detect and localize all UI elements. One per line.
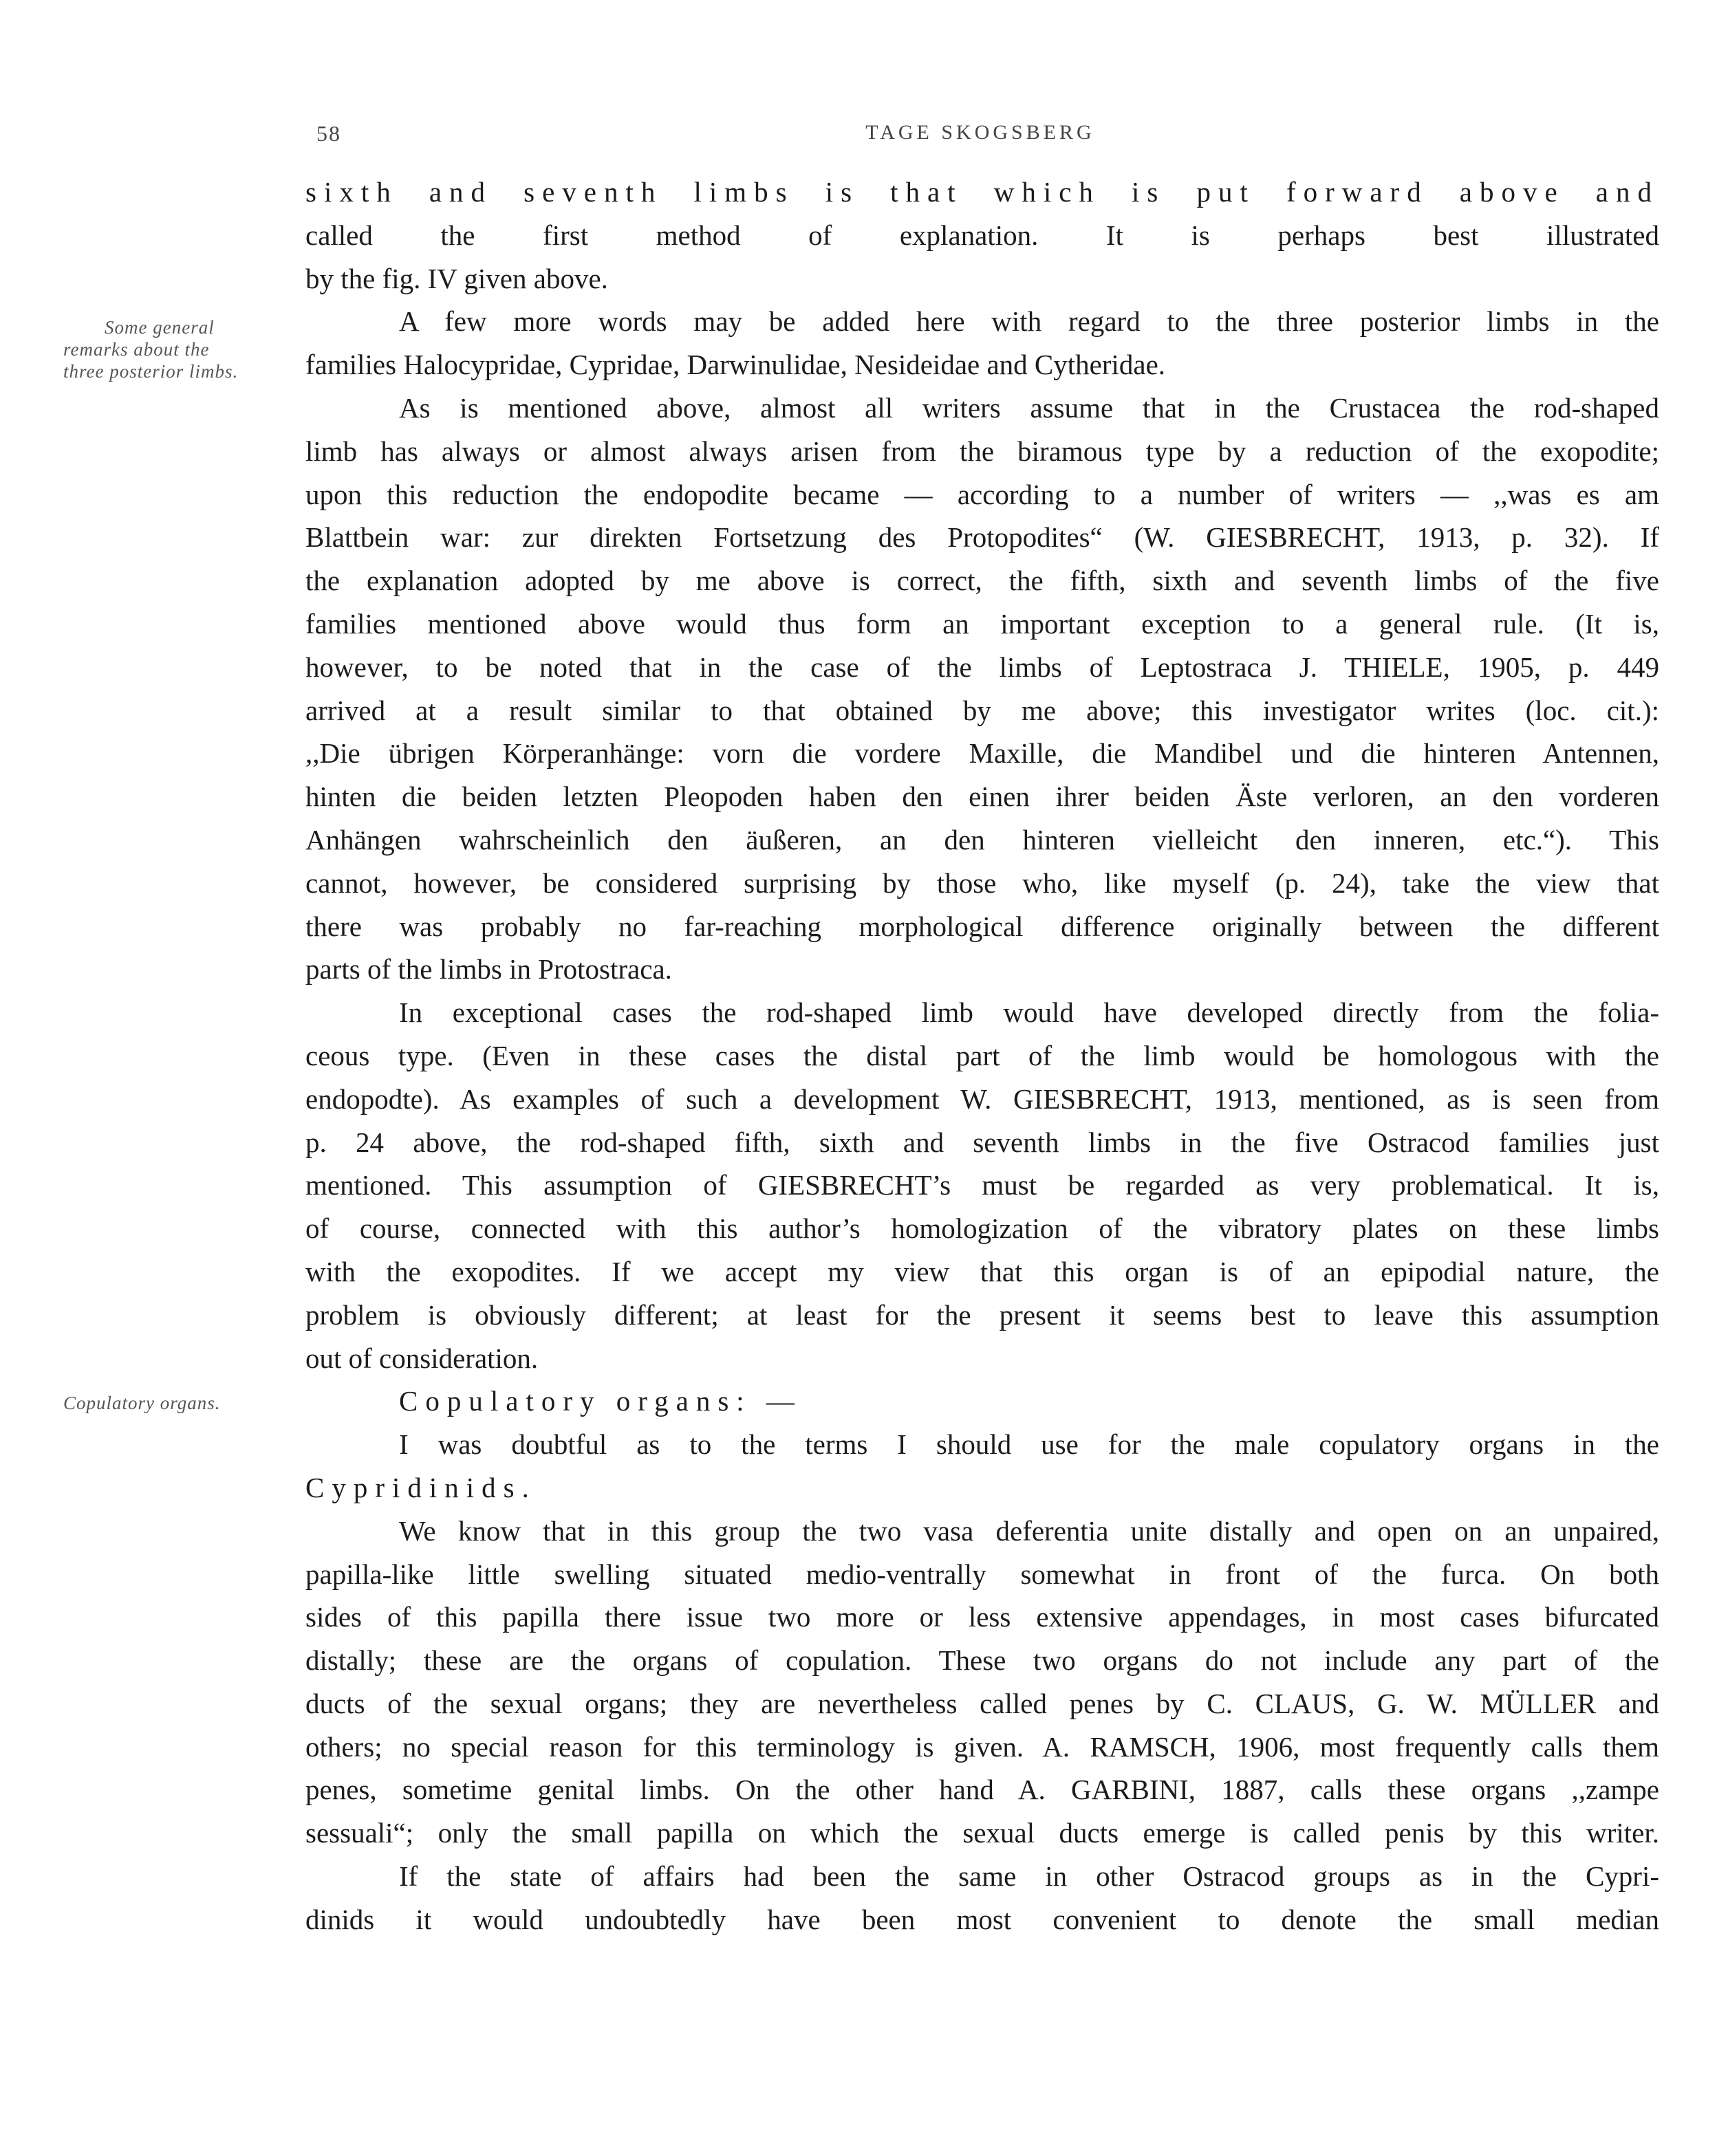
text-line: We know that in this group the two vasa deferentia unite distally and open on an unpaired, (399, 1514, 1659, 1547)
text-line: Anhängen wahrscheinlich den äußeren, an den hinteren vielleicht den inneren, etc.“). This (305, 823, 1659, 856)
text-line: dinids it would undoubtedly have been most convenient to denote the small median (305, 1903, 1659, 1935)
margin-note-line: Some general (105, 317, 215, 338)
text-line: there was probably no far-reaching morphological difference originally between the different (305, 910, 1659, 942)
text-line: sixth and seventh limbs is that which is put forward above and (305, 176, 1659, 208)
text-line: with the exopodites. If we accept my view that this organ is of an epipodial nature, the (305, 1255, 1659, 1287)
text-line: arrived at a result similar to that obtained by me above; this investigator writes (loc. cit.): (305, 694, 1659, 726)
text-line: papilla-like little swelling situated medio-ventrally somewhat in front of the furca. On both (305, 1558, 1659, 1590)
margin-note-line: remarks about the (63, 339, 210, 360)
text-line: sides of this papilla there issue two more or less extensive appendages, in most cases bifurcated (305, 1601, 1659, 1633)
margin-note-copulatory: Copulatory organs. (63, 1393, 221, 1413)
running-head: TAGE SKOGSBERG (865, 121, 1095, 144)
text-line: endopodte). As examples of such a development W. GIESBRECHT, 1913, mentioned, as is seen from (305, 1082, 1659, 1115)
text-line: If the state of affairs had been the same in other Ostracod groups as in the Cypri- (399, 1860, 1659, 1893)
text-line: limb has always or almost always arisen from the biramous type by a reduction of the exopodite; (305, 435, 1659, 467)
text-line: Cypridinids. (305, 1471, 537, 1503)
page-number: 58 (316, 121, 341, 146)
text-line: ducts of the sexual organs; they are nevertheless called penes by C. CLAUS, G. W. MÜLLER and (305, 1687, 1659, 1719)
text-line: out of consideration. (305, 1342, 539, 1374)
text-line: by the fig. IV given above. (305, 262, 608, 294)
text-line: distally; these are the organs of copulation. These two organs do not include any part of the (305, 1644, 1659, 1677)
text-line: A few more words may be added here with regard to the three posterior limbs in the (399, 305, 1659, 338)
text-line: families mentioned above would thus form an important exception to a general rule. (It is, (305, 607, 1659, 640)
margin-note-general-remarks (63, 316, 325, 382)
text-line: ,,Die übrigen Körperanhänge: vorn die vordere Maxille, die Mandibel und die hinteren Antennen, (305, 737, 1659, 770)
text-line: mentioned. This assumption of GIESBRECHT’s must be regarded as very problematical. It is, (305, 1169, 1659, 1201)
text-line: others; no special reason for this terminology is given. A. RAMSCH, 1906, most frequently calls them (305, 1730, 1659, 1763)
margin-note-line: three posterior limbs. (63, 361, 239, 382)
text-line: cannot, however, be considered surprising by those who, like myself (p. 24), take the view that (305, 867, 1659, 899)
text-line: called the first method of explanation. It is perhaps best illustrated (305, 219, 1659, 251)
text-line: problem is obviously different; at least for the present it seems best to leave this assumption (305, 1298, 1659, 1331)
body-text (305, 171, 1659, 1941)
text-line: upon this reduction the endopodite became — according to a number of writers — ,,was es am (305, 478, 1659, 510)
text-line: of course, connected with this author’s homologization of the vibratory plates on these limbs (305, 1212, 1659, 1245)
text-line: however, to be noted that in the case of the limbs of Leptostraca J. THIELE, 1905, p. 449 (305, 651, 1659, 683)
text-line: I was doubtful as to the terms I should use for the male copulatory organs in the (399, 1428, 1659, 1461)
text-line: ceous type. (Even in these cases the distal part of the limb would be homologous with the (305, 1039, 1659, 1071)
text-line: families Halocypridae, Cypridae, Darwinulidae, Nesideidae and Cytheridae. (305, 349, 1166, 381)
text-line: Blattbein war: zur direkten Fortsetzung des Protopodites“ (W. GIESBRECHT, 1913, p. 32). If (305, 521, 1659, 554)
page-header (303, 121, 1658, 151)
text-line: In exceptional cases the rod-shaped limb would have developed directly from the folia- (399, 997, 1659, 1029)
text-line: hinten die beiden letzten Pleopoden haben den einen ihrer beiden Äste verloren, an den vorderen (305, 781, 1659, 813)
text-line: penes, sometime genital limbs. On the other hand A. GARBINI, 1887, calls these organs ,,zampe (305, 1774, 1659, 1806)
text-line: p. 24 above, the rod-shaped fifth, sixth and seventh limbs in the five Ostracod families just (305, 1126, 1659, 1158)
text-line: sessuali“; only the small papilla on which the sexual ducts emerge is called penis by this writer. (305, 1817, 1659, 1849)
text-line: parts of the limbs in Protostraca. (305, 953, 672, 986)
text-line: the explanation adopted by me above is correct, the fifth, sixth and seventh limbs of the five (305, 565, 1659, 597)
section-heading: Copulatory organs: — (399, 1385, 802, 1417)
text-line: As is mentioned above, almost all writers assume that in the Crustacea the rod-shaped (399, 391, 1659, 424)
